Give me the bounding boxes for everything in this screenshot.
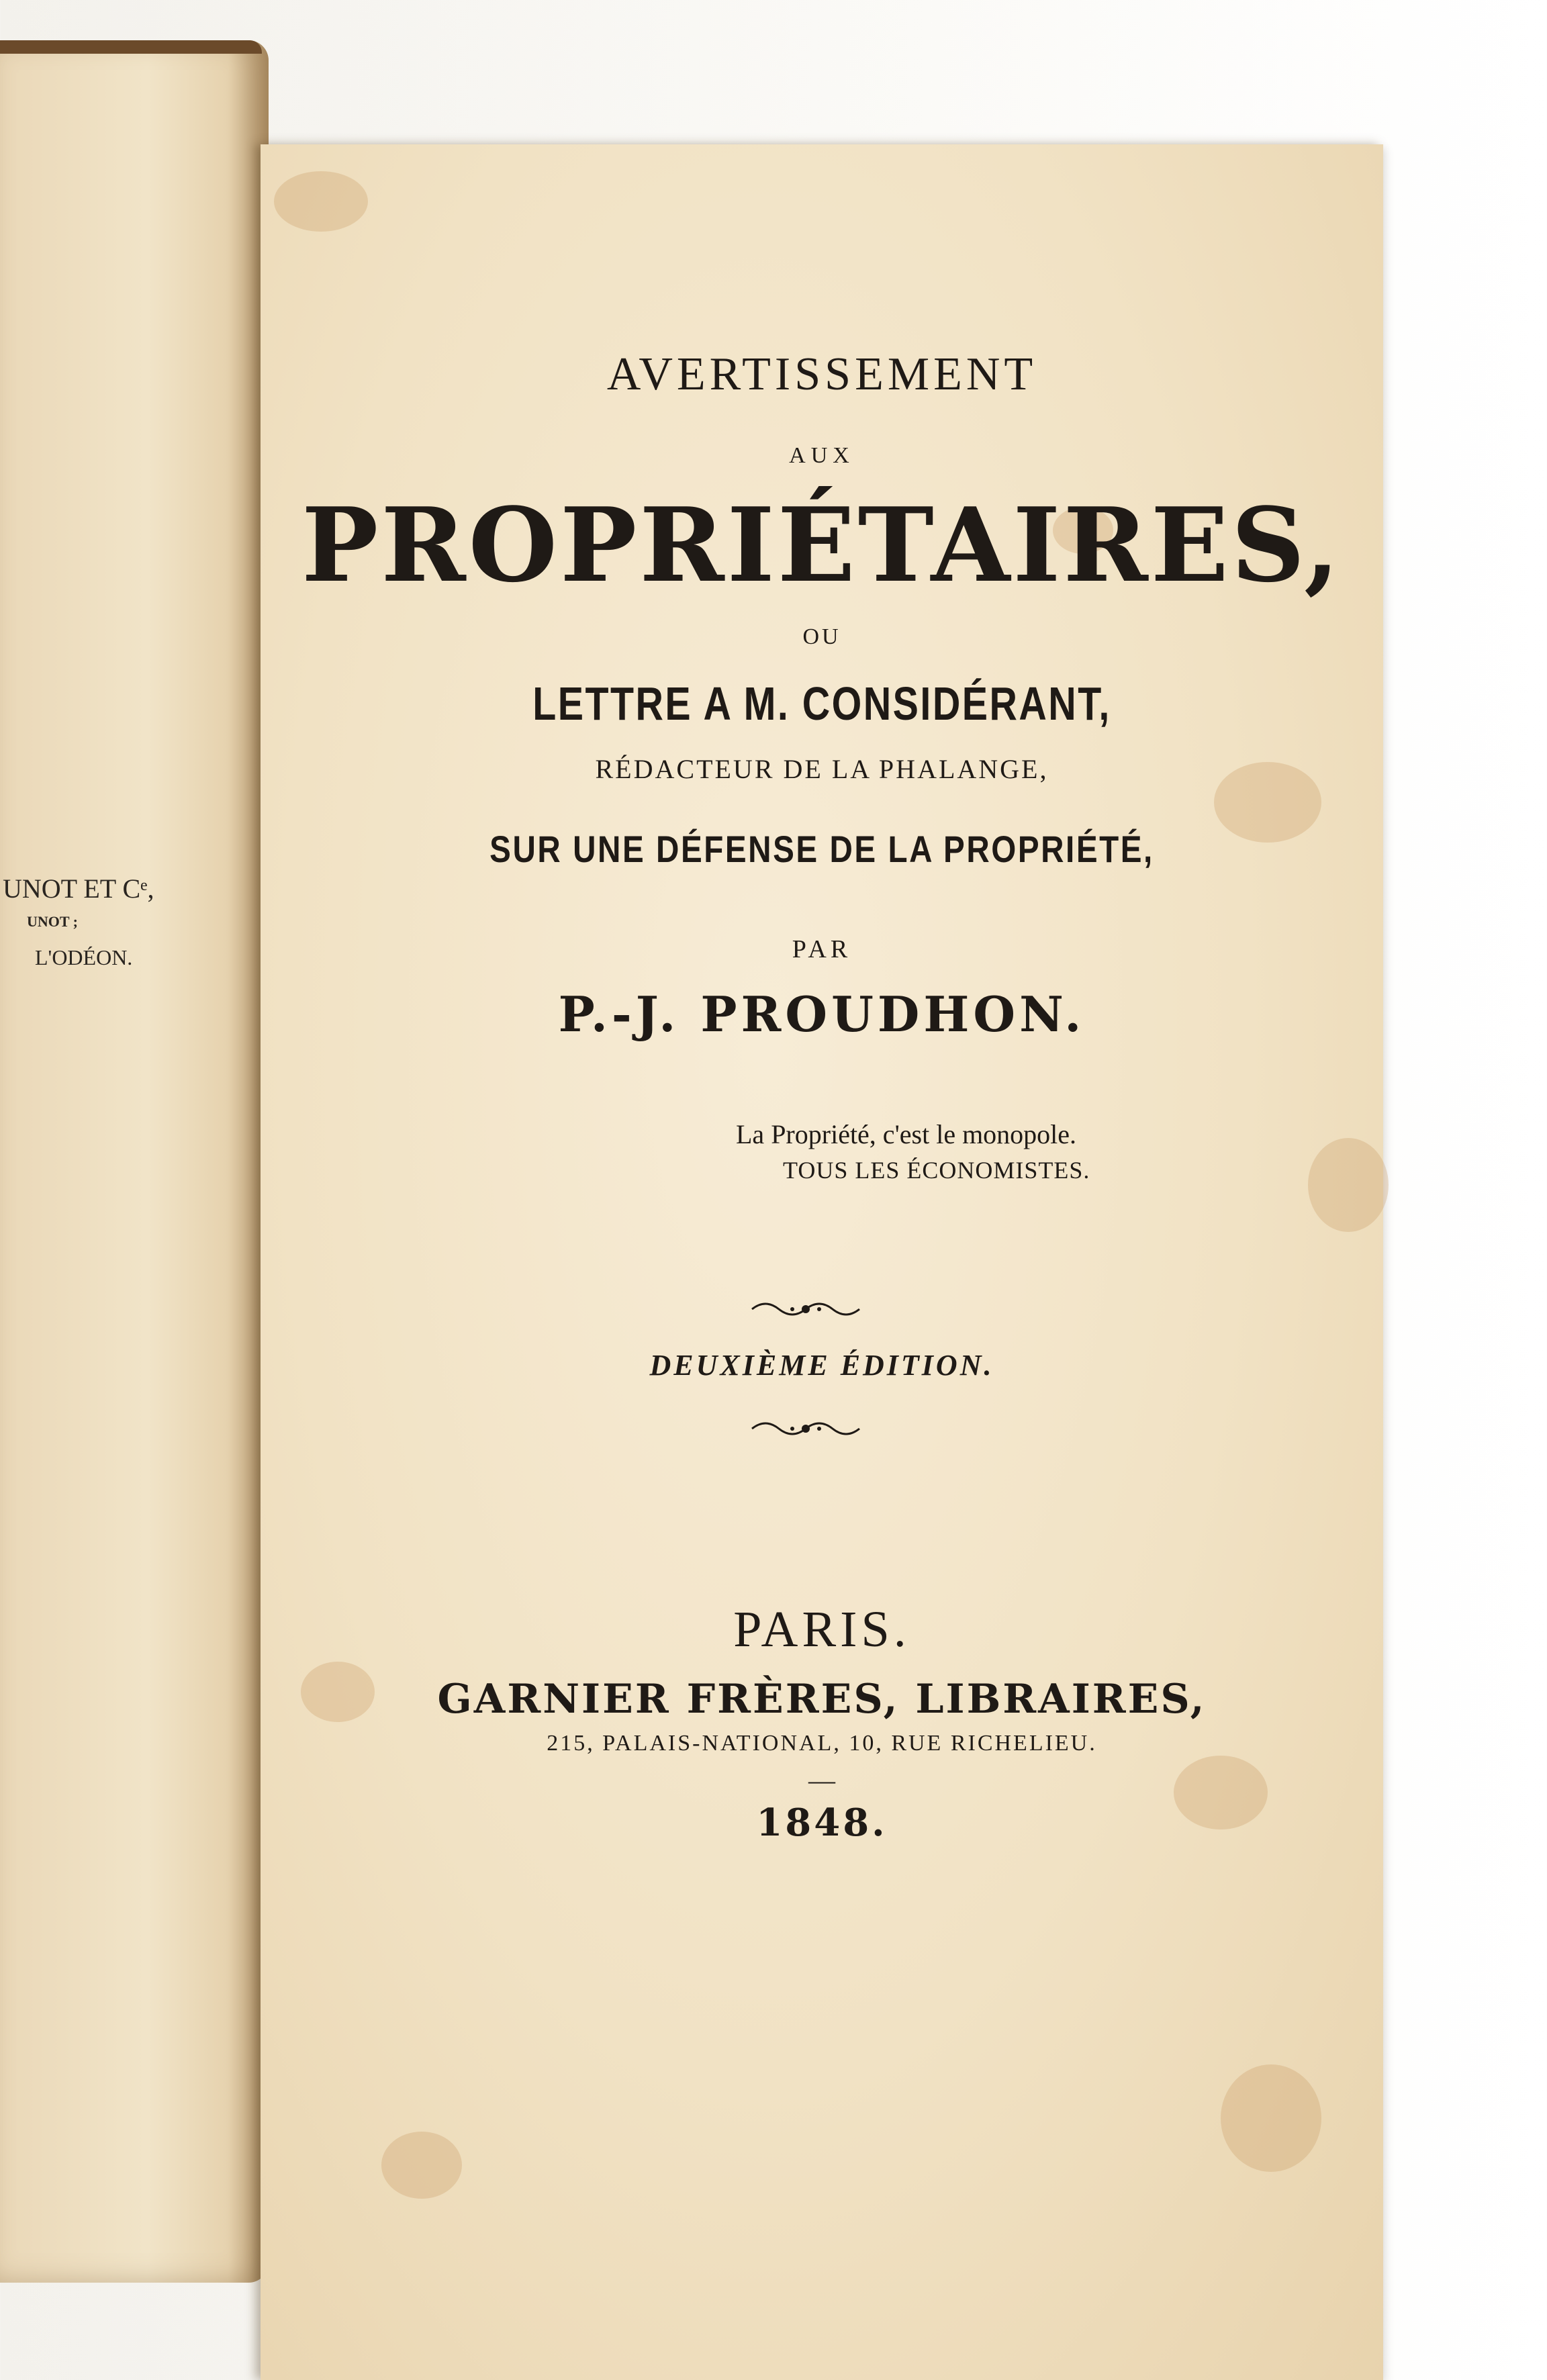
- left-page-fragment: UNOT ET Cᵉ,: [3, 873, 154, 904]
- author-name: P.-J. PROUDHON.: [558, 986, 1086, 1043]
- foxing-spot: [1221, 2064, 1321, 2172]
- imprint-city: PARIS.: [733, 1601, 910, 1658]
- imprint-address: 215, PALAIS-NATIONAL, 10, RUE RICHELIEU.: [547, 1731, 1097, 1756]
- left-page-edge: [0, 40, 262, 54]
- ornament-divider-icon: [745, 1296, 866, 1323]
- left-page-fragment: UNOT ;: [27, 913, 78, 930]
- epigraph-attribution: TOUS LES ÉCONOMISTES.: [783, 1157, 1090, 1184]
- left-page: [0, 40, 269, 2283]
- epigraph-quote: La Propriété, c'est le monopole.: [736, 1119, 1077, 1149]
- imprint-publisher: GARNIER FRÈRES, LIBRAIRES,: [437, 1676, 1207, 1723]
- imprint-year: 1848.: [756, 1801, 888, 1845]
- subtitle-defense: SUR UNE DÉFENSE DE LA PROPRIÉTÉ,: [489, 828, 1154, 870]
- subtitle-lettre: LETTRE A M. CONSIDÉRANT,: [532, 677, 1111, 730]
- ornament-divider-icon: [745, 1415, 866, 1442]
- par-label: PAR: [792, 935, 852, 963]
- foxing-spot: [1308, 1138, 1389, 1232]
- left-page-fragment: L'ODÉON.: [35, 945, 133, 969]
- foxing-spot: [381, 2132, 462, 2199]
- edition-label: DEUXIÈME ÉDITION.: [649, 1349, 994, 1382]
- imprint-dash: —: [808, 1765, 835, 1795]
- foxing-spot: [274, 171, 368, 232]
- title-line-avertissement: AVERTISSEMENT: [606, 348, 1037, 400]
- subtitle-redacteur: RÉDACTEUR DE LA PHALANGE,: [595, 754, 1049, 784]
- main-title: PROPRIÉTAIRES,: [301, 485, 1342, 605]
- title-line-aux: AUX: [789, 443, 855, 468]
- title-page: [261, 144, 1383, 2380]
- title-line-ou: OU: [802, 624, 841, 649]
